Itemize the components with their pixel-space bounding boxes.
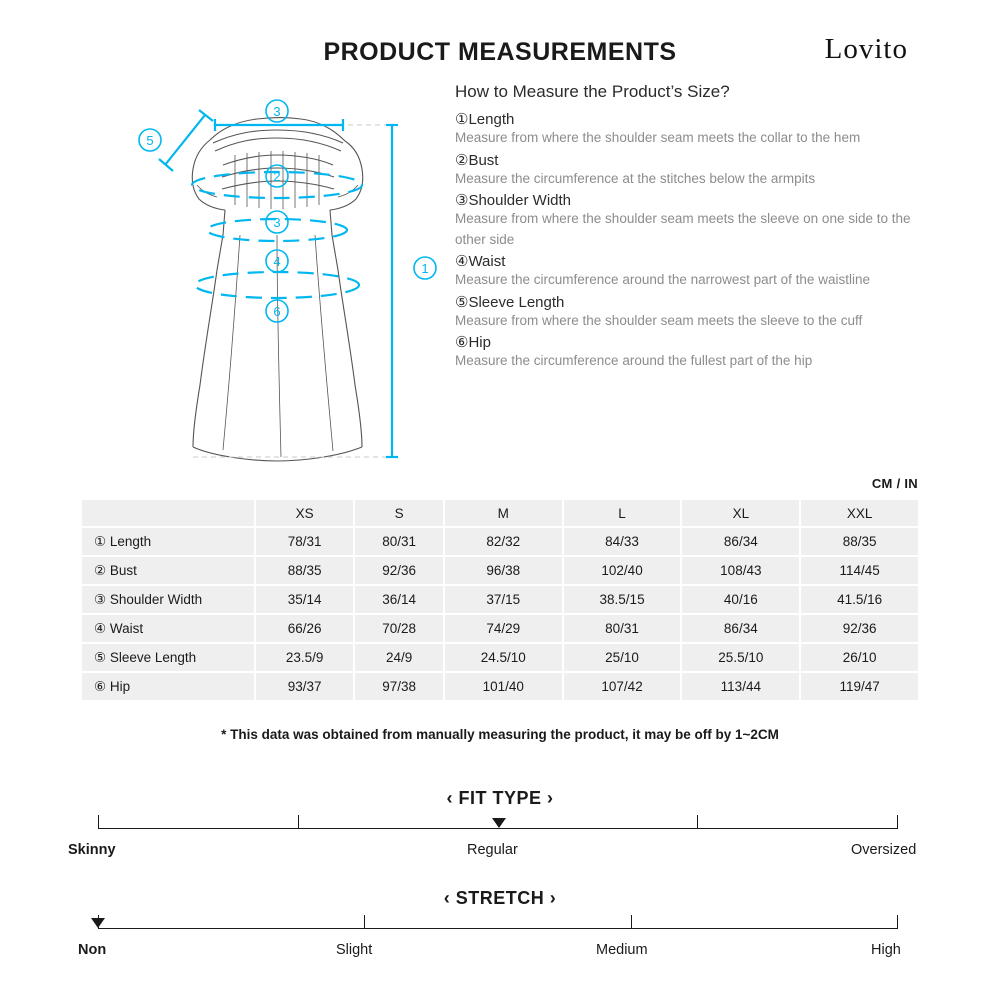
measure-item-desc: Measure the circumference at the stitches below the armpits bbox=[455, 170, 816, 186]
cell-value: 25/10 bbox=[564, 644, 681, 671]
svg-text:4: 4 bbox=[273, 254, 281, 269]
cell-value: 101/40 bbox=[445, 673, 562, 700]
measure-item-bust bbox=[455, 151, 925, 190]
stretch-tick-medium bbox=[631, 915, 632, 928]
svg-text:3: 3 bbox=[273, 215, 281, 230]
cell-value: 23.5/9 bbox=[256, 644, 353, 671]
measure-item-waist bbox=[455, 252, 925, 291]
measure-item-shoulder-width bbox=[455, 191, 925, 250]
svg-text:1: 1 bbox=[421, 261, 429, 276]
fit-type-tick-mid-right bbox=[697, 815, 698, 828]
measure-item-desc: Measure from where the shoulder seam meets the sleeve on one side to the other side bbox=[455, 211, 911, 247]
cell-value: 86/34 bbox=[682, 528, 799, 555]
table-row bbox=[82, 557, 918, 584]
stretch-label-medium: Medium bbox=[596, 942, 648, 958]
cell-value: 80/31 bbox=[355, 528, 443, 555]
cell-value: 114/45 bbox=[801, 557, 918, 584]
fit-type-label-oversized: Oversized bbox=[851, 842, 917, 858]
measure-item-title: ⑥Hip bbox=[455, 334, 491, 352]
cell-value: 37/15 bbox=[445, 586, 562, 613]
row-label: ③ Shoulder Width bbox=[82, 586, 254, 613]
fit-type-label-skinny: Skinny bbox=[68, 842, 116, 858]
cell-value: 41.5/16 bbox=[801, 586, 918, 613]
measure-item-length bbox=[455, 110, 925, 149]
column-header-xs: XS bbox=[256, 500, 353, 526]
row-label: ⑤ Sleeve Length bbox=[82, 644, 254, 671]
cell-value: 88/35 bbox=[801, 528, 918, 555]
cell-value: 40/16 bbox=[682, 586, 799, 613]
row-label: ① Length bbox=[82, 528, 254, 555]
cell-value: 82/32 bbox=[445, 528, 562, 555]
cell-value: 92/36 bbox=[801, 615, 918, 642]
measure-item-title: ②Bust bbox=[455, 151, 499, 169]
cell-value: 119/47 bbox=[801, 673, 918, 700]
measure-item-hip bbox=[455, 333, 925, 372]
measure-item-desc: Measure the circumference around the fullest part of the hip bbox=[455, 353, 813, 369]
measure-item-title: ③Shoulder Width bbox=[455, 192, 572, 210]
fit-type-tick-skinny bbox=[98, 815, 99, 828]
size-table bbox=[80, 498, 920, 702]
cell-value: 92/36 bbox=[355, 557, 443, 584]
svg-text:3: 3 bbox=[273, 104, 281, 119]
cell-value: 78/31 bbox=[256, 528, 353, 555]
cell-value: 108/43 bbox=[682, 557, 799, 584]
column-header-blank bbox=[82, 500, 254, 526]
cell-value: 26/10 bbox=[801, 644, 918, 671]
column-header-m: M bbox=[445, 500, 562, 526]
fit-type-tick-oversized bbox=[897, 815, 898, 828]
cell-value: 93/37 bbox=[256, 673, 353, 700]
stretch-label-high: High bbox=[871, 942, 901, 958]
measure-item-sleeve-length bbox=[455, 293, 925, 332]
measure-item-desc: Measure the circumference around the narrowest part of the waistline bbox=[455, 272, 870, 288]
svg-text:2: 2 bbox=[273, 169, 281, 184]
table-row bbox=[82, 586, 918, 613]
measure-item-desc: Measure from where the shoulder seam meets the sleeve to the cuff bbox=[455, 312, 863, 328]
cell-value: 86/34 bbox=[682, 615, 799, 642]
measure-item-title: ①Length bbox=[455, 111, 515, 128]
size-table-wrapper bbox=[80, 498, 920, 702]
cell-value: 107/42 bbox=[564, 673, 681, 700]
cell-value: 84/33 bbox=[564, 528, 681, 555]
svg-text:6: 6 bbox=[273, 304, 281, 319]
stretch-tick-high bbox=[897, 915, 898, 928]
measurement-note: * This data was obtained from manually measuring the product, it may be off by 1~2CM bbox=[221, 727, 779, 742]
cell-value: 24.5/10 bbox=[445, 644, 562, 671]
fit-type-scale bbox=[98, 828, 898, 829]
cell-value: 113/44 bbox=[682, 673, 799, 700]
brand-logo: Lovito bbox=[824, 33, 908, 65]
stretch-scale bbox=[98, 928, 898, 929]
table-header-row bbox=[82, 500, 918, 526]
cell-value: 80/31 bbox=[564, 615, 681, 642]
measure-item-title: ④Waist bbox=[455, 253, 506, 271]
garment-diagram bbox=[105, 85, 445, 475]
cell-value: 96/38 bbox=[445, 557, 562, 584]
measure-item-desc: Measure from where the shoulder seam meets the collar to the hem bbox=[455, 130, 861, 145]
cell-value: 36/14 bbox=[355, 586, 443, 613]
table-row bbox=[82, 528, 918, 555]
cell-value: 74/29 bbox=[445, 615, 562, 642]
cell-value: 70/28 bbox=[355, 615, 443, 642]
row-label: ④ Waist bbox=[82, 615, 254, 642]
fit-type-tick-mid-left bbox=[298, 815, 299, 828]
cell-value: 25.5/10 bbox=[682, 644, 799, 671]
garment-diagram-svg bbox=[105, 85, 445, 475]
how-to-measure-heading: How to Measure the Product’s Size? bbox=[455, 82, 730, 101]
cell-value: 66/26 bbox=[256, 615, 353, 642]
table-row bbox=[82, 673, 918, 700]
table-row bbox=[82, 615, 918, 642]
fit-type-marker bbox=[492, 818, 506, 828]
page-title: PRODUCT MEASUREMENTS bbox=[323, 38, 677, 66]
row-label: ② Bust bbox=[82, 557, 254, 584]
cell-value: 38.5/15 bbox=[564, 586, 681, 613]
cell-value: 102/40 bbox=[564, 557, 681, 584]
stretch-tick-slight bbox=[364, 915, 365, 928]
table-row bbox=[82, 644, 918, 671]
column-header-xxl: XXL bbox=[801, 500, 918, 526]
fit-type-title: ‹ FIT TYPE › bbox=[446, 788, 554, 808]
cell-value: 35/14 bbox=[256, 586, 353, 613]
unit-label: CM / IN bbox=[871, 476, 918, 491]
stretch-label-slight: Slight bbox=[336, 942, 373, 958]
column-header-s: S bbox=[355, 500, 443, 526]
how-to-measure-section bbox=[455, 82, 925, 373]
row-label: ⑥ Hip bbox=[82, 673, 254, 700]
stretch-marker bbox=[91, 918, 105, 928]
cell-value: 88/35 bbox=[256, 557, 353, 584]
fit-type-label-regular: Regular bbox=[467, 842, 518, 858]
column-header-l: L bbox=[564, 500, 681, 526]
column-header-xl: XL bbox=[682, 500, 799, 526]
stretch-title: ‹ STRETCH › bbox=[443, 888, 557, 908]
measure-item-title: ⑤Sleeve Length bbox=[455, 293, 565, 311]
svg-text:5: 5 bbox=[146, 133, 154, 148]
cell-value: 97/38 bbox=[355, 673, 443, 700]
cell-value: 24/9 bbox=[355, 644, 443, 671]
stretch-label-non: Non bbox=[78, 942, 107, 958]
